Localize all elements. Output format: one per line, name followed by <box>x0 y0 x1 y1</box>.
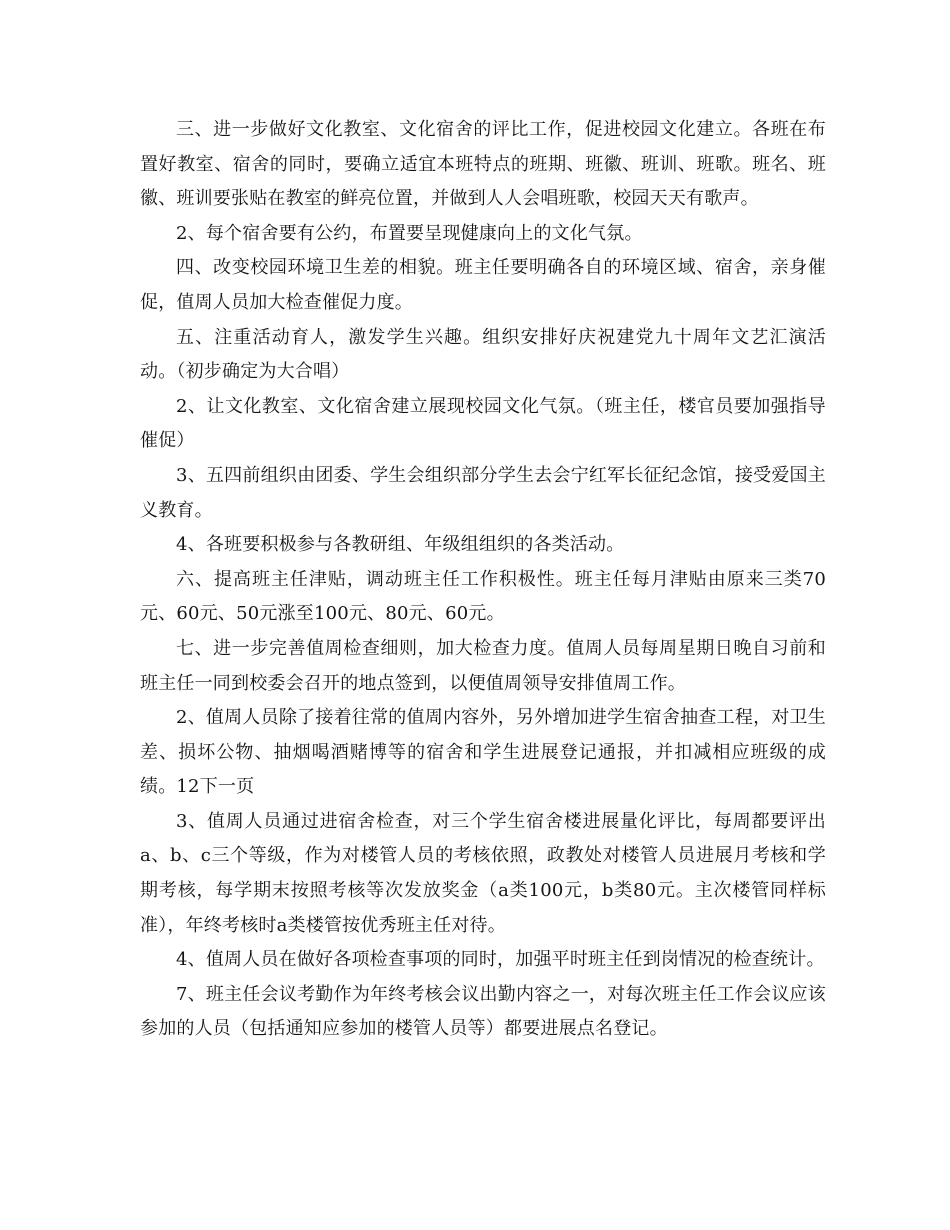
paragraph-dorm-spot-check: 2、值周人员除了接着往常的值周内容外，另外增加进学生宿舍抽查工程，对卫生差、损坏公物、抽烟喝酒赌博等的宿舍和学生进展登记通报，并扣减相应班级的成绩。12下一页 <box>140 707 826 798</box>
document-body <box>140 113 826 1047</box>
paragraph-meeting-attendance: 7、班主任会议考勤作为年终考核会议出勤内容之一，对每次班主任工作会议应该参加的人员（包括通知应参加的楼管人员等）都要进展点名登记。 <box>140 983 826 1040</box>
paragraph-culture-classroom: 三、进一步做好文化教室、文化宿舍的评比工作，促进校园文化建立。各班在布置好教室、宿舍的同时，要确立适宜本班特点的班期、班徽、班训、班歌。班名、班徽、班训要张贴在教室的鲜亮位置，并做到人人会唱班歌，校园天天有歌声。 <box>140 119 826 210</box>
paragraph-campus-hygiene: 四、改变校园环境卫生差的相貌。班主任要明确各自的环境区域、宿舍，亲身催促，值周人员加大检查催促力度。 <box>140 257 826 313</box>
paragraph-teacher-allowance: 六、提高班主任津贴，调动班主任工作积极性。班主任每月津贴由原来三类70元、60元、50元涨至100元、80元、60元。 <box>140 568 826 625</box>
paragraph-duty-inspection: 七、进一步完善值周检查细则，加大检查力度。值周人员每周星期日晚自习前和班主任一同到校委会召开的地点签到，以便值周领导安排值周工作。 <box>140 637 826 694</box>
paragraph-culture-atmosphere: 2、让文化教室、文化宿舍建立展现校园文化气氛。（班主任，楼官员要加强指导催促） <box>140 395 826 452</box>
paragraph-activity-education: 五、注重活动育人，激发学生兴趣。组织安排好庆祝建党九十周年文艺汇演活动。（初步确定为大合唱） <box>140 326 826 383</box>
paragraph-patriotic-education: 3、五四前组织由团委、学生会组织部分学生去会宁红军长征纪念馆，接受爱国主义教育。 <box>140 464 826 521</box>
paragraph-attendance-check: 4、值周人员在做好各项检查事项的同时，加强平时班主任到岗情况的检查统计。 <box>176 949 825 971</box>
paragraph-dorm-evaluation: 3、值周人员通过进宿舍检查，对三个学生宿舍楼进展量化评比，每周都要评出a、b、c三个等级，作为对楼管人员的考核依照，政教处对楼管人员进展月考核和学期考核，每学期末按照考核等次发放奖金（a类100元，b类80元。主次楼管同样标准），年终考核时a类楼管按优秀班主任对待。 <box>140 810 826 936</box>
paragraph-group-activities: 4、各班要积极参与各教研组、年级组组织的各类活动。 <box>176 534 625 556</box>
paragraph-dorm-convention: 2、每个宿舍要有公约，布置要呈现健康向上的文化气氛。 <box>176 222 643 244</box>
